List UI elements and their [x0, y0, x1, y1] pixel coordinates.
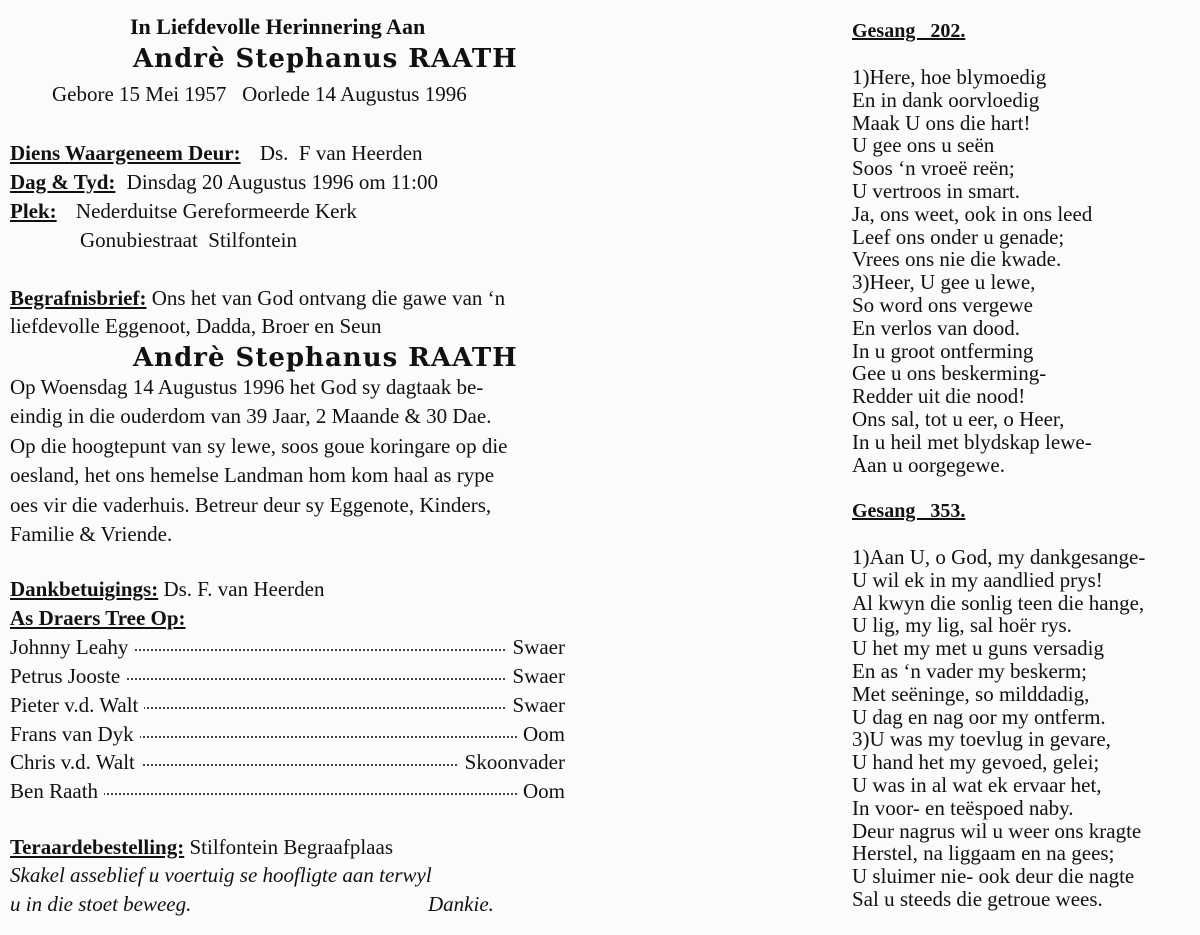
hymn-line: En in dank oorvloedig — [852, 87, 1040, 112]
bearer-name: Pieter v.d. Walt — [10, 693, 144, 718]
hymn-line: U vertroos in smart. — [852, 178, 1020, 203]
letter-body-line: Op die hoogtepunt van sy lewe, soos goue koringare op die — [10, 433, 508, 458]
burial-note-line1: Skakel asseblief u voertuig se hoofligte aan terwyl — [10, 863, 432, 887]
hymn-353-lyrics — [852, 546, 1145, 911]
letter-label: Begrafnisbrief: — [10, 286, 147, 310]
hymn-line: U sluimer nie- ook deur die nagte — [852, 864, 1135, 889]
right-column — [600, 0, 1200, 935]
bearer-name: Petrus Jooste — [10, 664, 126, 689]
bearer-row — [10, 635, 565, 664]
letter-name: Andrè Stephanus RAATH — [133, 343, 518, 373]
bearer-name: Frans van Dyk — [10, 722, 140, 747]
thanks-label: Dankbetuigings: — [10, 577, 159, 601]
hymn-353-title: Gesang 353. — [852, 500, 966, 522]
hymn-line: Herstel, na liggaam en na gees; — [852, 841, 1115, 866]
hymn-line: 3)Heer, U gee u lewe, — [852, 270, 1036, 295]
hymn-line: 1)Aan U, o God, my dankgesange- — [852, 545, 1146, 569]
place-label: Plek: — [10, 199, 57, 223]
bearer-row — [10, 693, 565, 722]
hymn-line: Gee u ons beskerming- — [852, 361, 1047, 386]
hymn-202-lyrics — [852, 66, 1092, 476]
place-line1: Nederduitse Gereformeerde Kerk — [75, 199, 357, 223]
officiant-value: Ds. F van Heerden — [259, 141, 423, 165]
hymn-line: U dag en nag oor my ontferm. — [852, 704, 1106, 729]
hymn-line: Maak U ons die hart! — [852, 110, 1031, 135]
burial-label: Teraardebestelling: — [10, 835, 185, 859]
place-row — [10, 199, 357, 224]
hymn-line: U gee ons u seën — [852, 133, 995, 158]
hymn-202-title: Gesang 202. — [852, 20, 966, 42]
hymn-line: Al kwyn die sonlig teen die hange, — [852, 590, 1145, 615]
datetime-row — [10, 170, 438, 195]
burial-thanks: Dankie. — [428, 892, 494, 916]
hymn-line: Leef ons onder u genade; — [852, 224, 1065, 249]
bearer-name: Johnny Leahy — [10, 635, 134, 660]
hymn-line: 1)Here, hoe blymoedig — [852, 65, 1047, 89]
hymn-line: Met seëninge, so milddadig, — [852, 681, 1090, 706]
hymn-line: U het my met u guns versadig — [852, 636, 1104, 661]
letter-intro-line2: liefdevolle Eggenoot, Dadda, Broer en Seun — [10, 314, 382, 338]
letter-body-line: eindig in die ouderdom van 39 Jaar, 2 Maande & 30 Dae. — [10, 404, 492, 429]
life-dates: Gebore 15 Mei 1957 Oorlede 14 Augustus 1996 — [52, 82, 467, 106]
bearer-row — [10, 779, 565, 808]
datetime-label: Dag & Tyd: — [10, 170, 116, 194]
hymn-line: In u groot ontferming — [852, 338, 1034, 363]
place-line2: Gonubiestraat Stilfontein — [80, 228, 297, 252]
letter-body — [10, 373, 507, 549]
bearer-relation: Swaer — [507, 635, 565, 660]
hymn-line: Sal u steeds die getroue wees. — [852, 886, 1103, 911]
letter-body-line: Familie & Vriende. — [10, 522, 173, 547]
hymn-line: Ja, ons weet, ook in ons leed — [852, 201, 1093, 226]
datetime-value: Dinsdag 20 Augustus 1996 om 11:00 — [126, 170, 438, 194]
hymn-line: U wil ek in my aandlied prys! — [852, 567, 1103, 592]
letter-intro-row — [10, 286, 505, 311]
hymn-line: Aan u oorgegewe. — [852, 452, 1005, 477]
hymn-line: In voor- en teëspoed naby. — [852, 795, 1074, 820]
bearer-relation: Swaer — [507, 693, 565, 718]
hymn-line: In u heil met blydskap lewe- — [852, 429, 1092, 454]
officiant-row — [10, 141, 423, 166]
hymn-line: U was in al wat ek ervaar het, — [852, 772, 1102, 797]
hymn-line: Vrees ons nie die kwade. — [852, 247, 1062, 272]
bearer-row — [10, 722, 565, 751]
hymn-line: Deur nagrus wil u weer ons kragte — [852, 818, 1142, 843]
hymn-line: En verlos van dood. — [852, 315, 1020, 340]
bearer-name: Ben Raath — [10, 779, 104, 804]
bearer-name: Chris v.d. Walt — [10, 750, 141, 775]
letter-intro-line1: Ons het van God ontvang die gawe van ‘n — [151, 286, 506, 310]
bearer-relation: Skoonvader — [459, 750, 565, 775]
burial-note-line2: u in die stoet beweeg. — [10, 892, 192, 916]
memorial-heading: In Liefdevolle Herinnering Aan — [130, 14, 426, 39]
burial-value: Stilfontein Begraafplaas — [189, 835, 393, 859]
letter-body-line: oes vir die vaderhuis. Betreur deur sy Eggenote, Kinders, — [10, 492, 492, 517]
bearers-heading: As Draers Tree Op: — [10, 606, 186, 630]
hymn-line: Ons sal, tot u eer, o Heer, — [852, 406, 1065, 431]
letter-body-line: Op Woensdag 14 Augustus 1996 het God sy dagtaak be- — [10, 375, 484, 399]
bearer-relation: Oom — [517, 722, 565, 747]
burial-row — [10, 835, 393, 860]
hymn-line: U hand het my gevoed, gelei; — [852, 750, 1100, 775]
hymn-line: Redder uit die nood! — [852, 384, 1026, 409]
bearer-relation: Oom — [517, 779, 565, 804]
hymn-line: U lig, my lig, sal hoër rys. — [852, 613, 1072, 638]
hymn-line: Soos ‘n vroeë reën; — [852, 156, 1015, 181]
hymn-line: En as ‘n vader my beskerm; — [852, 658, 1088, 683]
hymn-line: So word ons vergewe — [852, 292, 1034, 317]
bearer-relation: Swaer — [507, 664, 565, 689]
bearer-row — [10, 750, 565, 779]
officiant-label: Diens Waargeneem Deur: — [10, 141, 241, 165]
letter-body-line: oesland, het ons hemelse Landman hom kom haal as rype — [10, 463, 495, 488]
bearer-row — [10, 664, 565, 693]
deceased-name: Andrè Stephanus RAATH — [133, 44, 518, 74]
thanks-value: Ds. F. van Heerden — [163, 577, 325, 601]
thanks-row — [10, 577, 325, 602]
hymn-line: 3)U was my toevlug in gevare, — [852, 727, 1111, 752]
